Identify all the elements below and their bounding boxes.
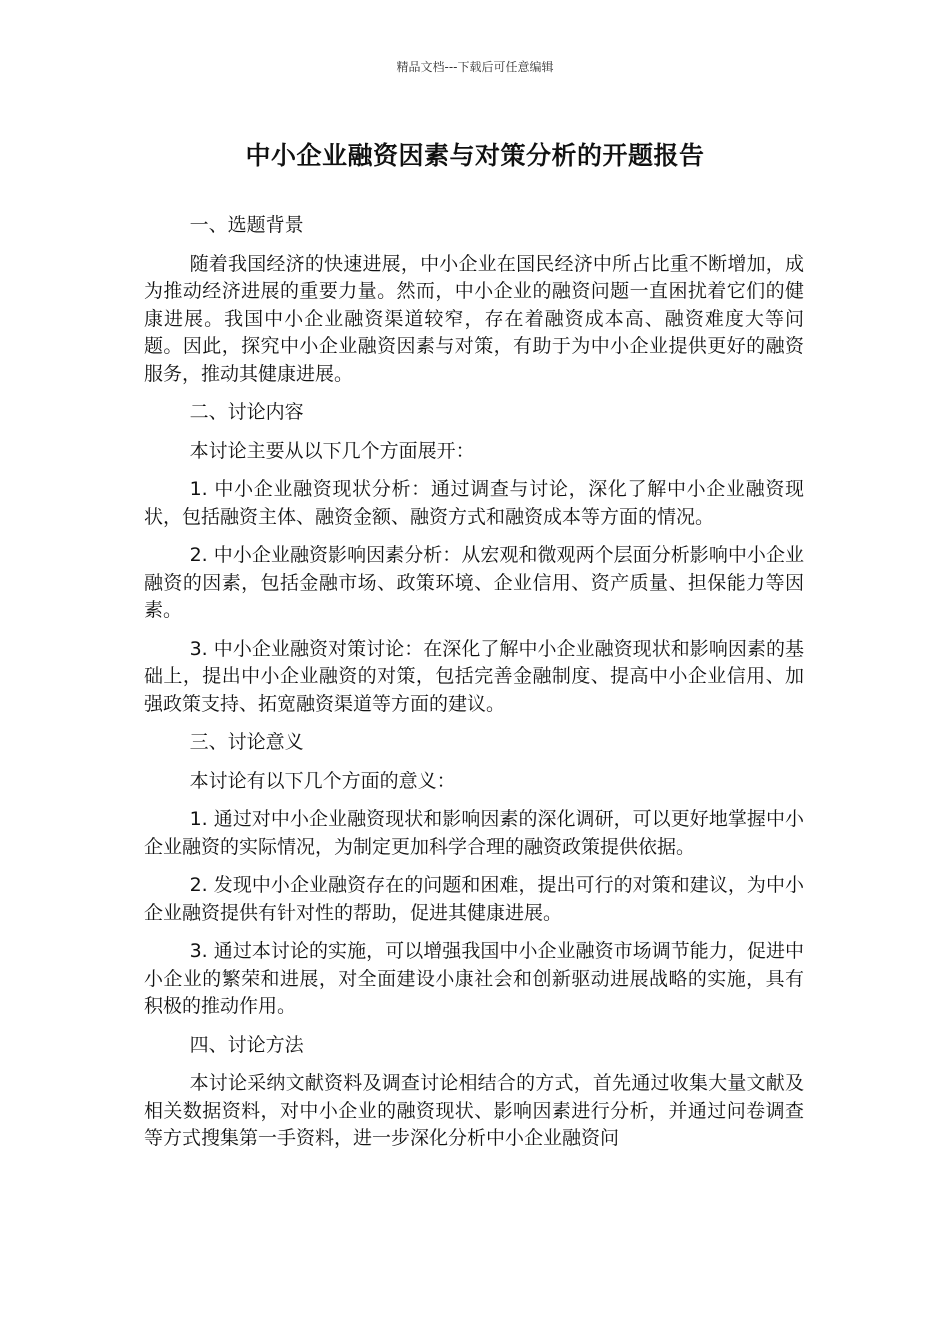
section-heading-content: 二、讨论内容 [189, 401, 304, 423]
document-body [144, 212, 804, 1164]
header-note: 精品文档---下载后可任意编辑 [396, 60, 554, 74]
list-item-significance-3: 3. 通过本讨论的实施，可以增强我国中小企业融资市场调节能力，促进中小企业的繁荣和进展，对全面建设小康社会和创新驱动进展战略的实施，具有积极的推动作用。 [144, 940, 804, 1017]
section-heading-background: 一、选题背景 [189, 214, 304, 236]
list-item-significance-1: 1. 通过对中小企业融资现状和影响因素的深化调研，可以更好地掌握中小企业融资的实际情况，为制定更加科学合理的融资政策提供依据。 [144, 808, 804, 858]
document-title: 中小企业融资因素与对策分析的开题报告 [245, 141, 705, 170]
paragraph-background: 随着我国经济的快速进展，中小企业在国民经济中所占比重不断增加，成为推动经济进展的重要力量。然而，中小企业的融资问题一直困扰着它们的健康进展。我国中小企业融资渠道较窄，存在着融资成本高、融资难度大等问题。因此，探究中小企业融资因素与对策，有助于为中小企业提供更好的融资服务，推动其健康进展。 [144, 252, 804, 385]
paragraph-method: 本讨论采纳文献资料及调查讨论相结合的方式，首先通过收集大量文献及相关数据资料，对中小企业的融资现状、影响因素进行分析，并通过问卷调查等方式搜集第一手资料，进一步深化分析中小企业融资问 [144, 1072, 804, 1149]
paragraph-significance-intro: 本讨论有以下几个方面的意义： [189, 769, 456, 792]
section-heading-method: 四、讨论方法 [189, 1033, 304, 1056]
list-item-significance-2: 2. 发现中小企业融资存在的问题和困难，提出可行的对策和建议，为中小企业融资提供有针对性的帮助，促进其健康进展。 [144, 874, 804, 924]
section-heading-significance: 三、讨论意义 [189, 731, 304, 753]
list-item-content-3: 3. 中小企业融资对策讨论：在深化了解中小企业融资现状和影响因素的基础上，提出中小企业融资的对策，包括完善金融制度、提高中小企业信用、加强政策支持、拓宽融资渠道等方面的建议。 [144, 637, 804, 715]
list-item-content-1: 1. 中小企业融资现状分析：通过调查与讨论，深化了解中小企业融资现状，包括融资主体、融资金额、融资方式和融资成本等方面的情况。 [144, 478, 804, 528]
list-item-content-2: 2. 中小企业融资影响因素分析：从宏观和微观两个层面分析影响中小企业融资的因素，包括金融市场、政策环境、企业信用、资产质量、担保能力等因素。 [144, 544, 804, 621]
paragraph-content-intro: 本讨论主要从以下几个方面展开： [189, 439, 475, 462]
